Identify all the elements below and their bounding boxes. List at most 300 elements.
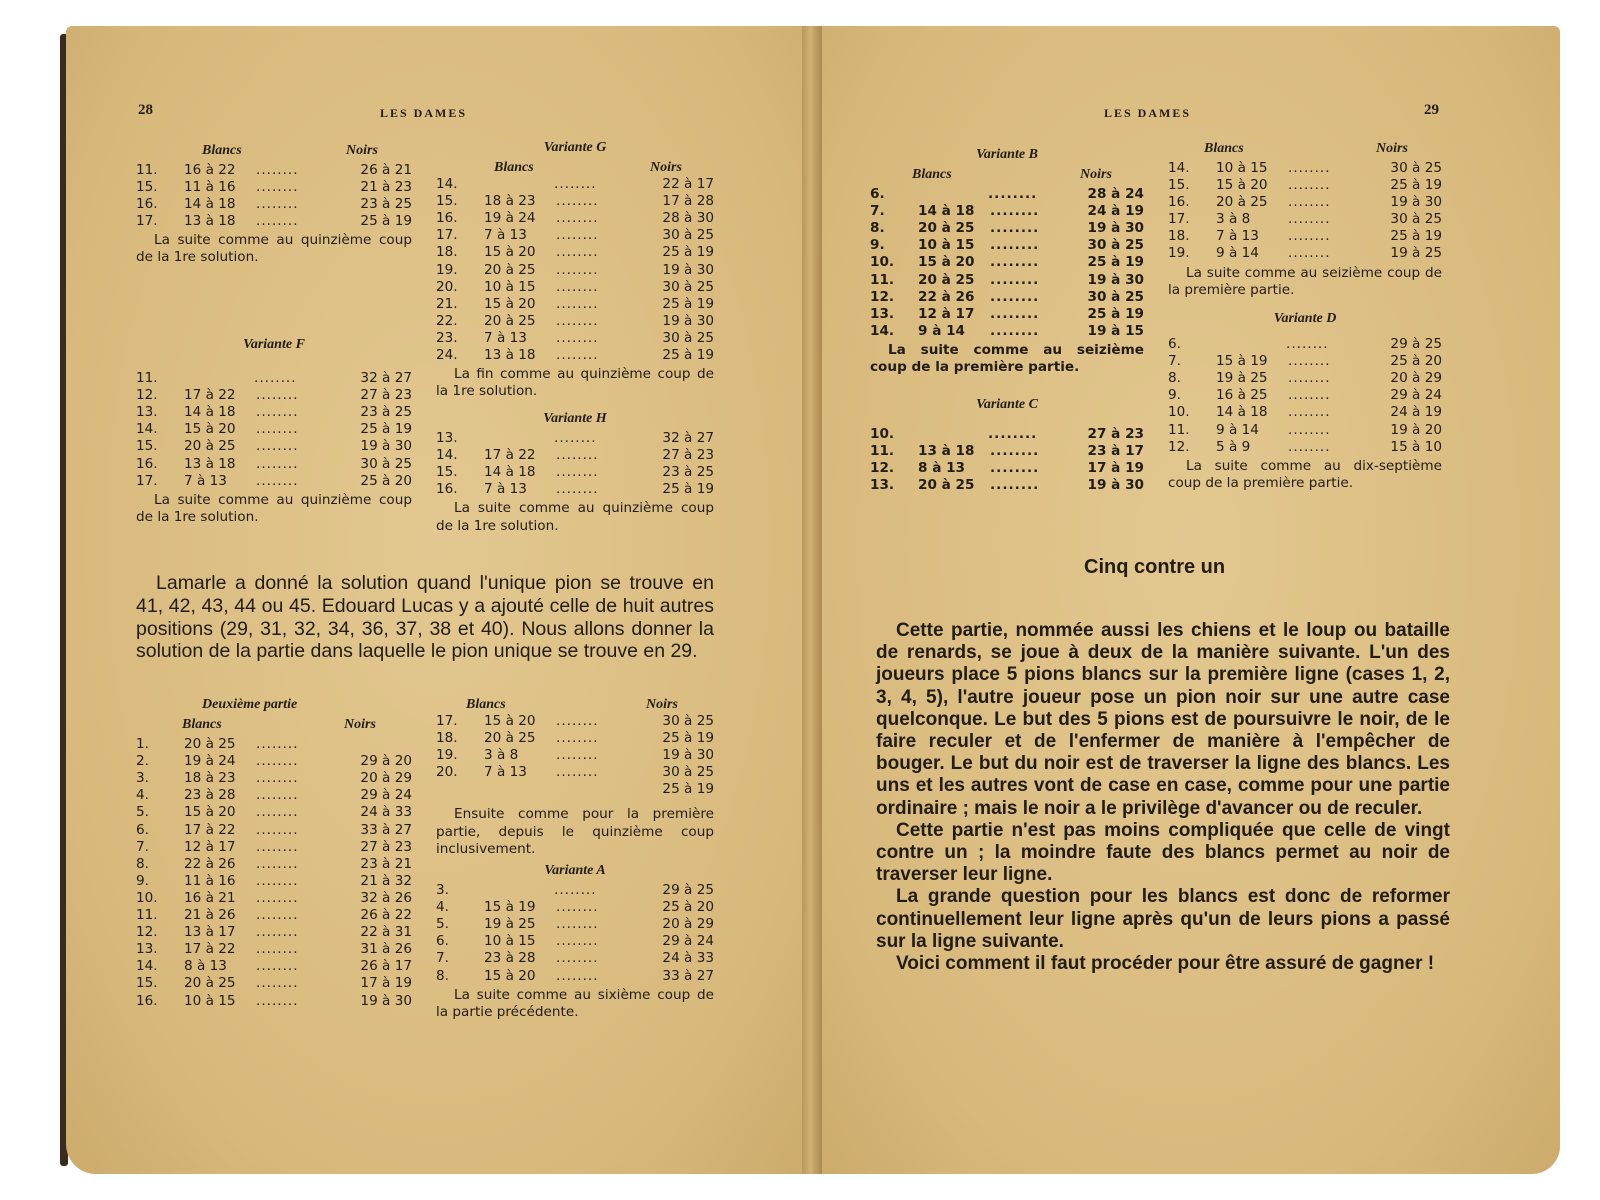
move-row	[136, 890, 412, 907]
right-paragraphs	[876, 620, 1450, 975]
move-row	[136, 421, 412, 438]
white-move: 12 à 17	[184, 838, 236, 855]
move-row	[136, 753, 412, 770]
leader-dots: ........	[556, 227, 599, 244]
move-number: 5.	[136, 804, 149, 821]
white-move: 20 à 25	[484, 730, 536, 747]
leader-dots: ........	[556, 950, 599, 967]
leader-dots: ........	[256, 907, 299, 924]
black-move: 25 à 19	[662, 347, 714, 364]
white-move: 17 à 22	[184, 941, 236, 958]
variante-b	[870, 146, 1144, 376]
move-number: 13.	[136, 404, 158, 421]
move-row	[136, 179, 412, 196]
move-row	[136, 924, 412, 941]
white-move: 15 à 20	[184, 804, 236, 821]
col-header-blancs: Blancs	[466, 697, 506, 712]
black-move: 17 à 19	[360, 975, 412, 992]
move-row	[136, 975, 412, 992]
white-move: 19 à 24	[184, 753, 236, 770]
leader-dots: ........	[256, 387, 299, 404]
variante-title: Variante A	[544, 863, 606, 878]
white-move: 13 à 18	[184, 213, 236, 230]
leader-dots: ........	[990, 203, 1040, 220]
black-move: 19 à 30	[662, 261, 714, 278]
white-move: 19 à 25	[1216, 370, 1268, 387]
white-move: 12 à 17	[918, 305, 975, 322]
black-move: 25 à 19	[360, 213, 412, 230]
move-number: 15.	[1168, 177, 1190, 194]
move-number: 7.	[870, 203, 885, 220]
leader-dots: ........	[256, 889, 299, 906]
move-row	[870, 306, 1144, 323]
white-move: 15 à 20	[484, 713, 536, 729]
black-move: 29 à 24	[1390, 387, 1442, 404]
white-move: 15 à 20	[484, 967, 536, 984]
paragraph-text: Voici comment il faut procéder pour être assuré de gagner !	[896, 953, 1435, 975]
move-list	[436, 430, 714, 498]
white-move: 3 à 8	[484, 747, 519, 764]
move-row	[870, 323, 1144, 340]
paragraph-text: La grande question pour les blancs est donc de reformer continuellement leur ligne après qu'un de leurs pions a passé sur la ligne suivante.	[876, 886, 1450, 952]
move-row	[436, 296, 714, 313]
move-number: 19.	[436, 747, 458, 764]
white-move: 7 à 13	[484, 227, 527, 244]
move-number: 16.	[136, 992, 158, 1009]
move-row	[136, 941, 412, 958]
left-top-table	[136, 142, 412, 267]
move-row	[436, 916, 714, 933]
move-row	[436, 730, 714, 747]
leader-dots: ........	[1288, 211, 1331, 228]
move-row	[1168, 228, 1442, 245]
leader-dots: ........	[554, 882, 597, 899]
leader-dots: ........	[1288, 194, 1331, 211]
black-move: 30 à 25	[1390, 211, 1442, 228]
leader-dots: ........	[256, 924, 299, 941]
black-move: 30 à 25	[1390, 160, 1442, 176]
white-move: 20 à 25	[1216, 194, 1268, 211]
black-move: 25 à 19	[662, 295, 714, 312]
table-note: La suite comme au seizième coup de la première partie.	[1168, 264, 1442, 298]
leader-dots: ........	[256, 992, 299, 1009]
paragraph-text: Lamarle a donné la solution quand l'unique pion se trouve en 41, 42, 43, 44 ou 45. Edouard Lucas y a ajouté celle de huit autres positions (29, 31, 32, 34, 36, 37, 38 et 40). Nous allons donner la solution de la partie dans laquelle le pion unique se trouve en 29.	[136, 572, 714, 663]
black-move: 19 à 30	[662, 312, 714, 329]
leader-dots: ........	[256, 958, 299, 975]
move-row	[870, 426, 1144, 443]
leader-dots: ........	[556, 899, 599, 916]
white-move: 18 à 23	[184, 770, 236, 787]
white-move: 14 à 18	[484, 464, 536, 481]
move-number: 17.	[436, 227, 458, 244]
move-row	[136, 907, 412, 924]
move-row	[1168, 387, 1442, 404]
leader-dots: ........	[556, 278, 599, 295]
leader-dots: ........	[556, 312, 599, 329]
move-list	[1168, 336, 1442, 456]
move-row	[436, 330, 714, 347]
leader-dots: ........	[256, 196, 299, 213]
leader-dots: ........	[256, 855, 299, 872]
white-move: 7 à 13	[484, 329, 527, 346]
white-move: 16 à 21	[184, 889, 236, 906]
black-move: 28 à 24	[1087, 186, 1144, 203]
white-move: 10 à 15	[918, 237, 975, 254]
variante-title: Variante H	[543, 411, 607, 426]
white-move: 7 à 13	[484, 764, 527, 781]
black-move: 29 à 20	[360, 753, 412, 770]
leader-dots: ........	[1286, 336, 1329, 353]
move-row	[136, 196, 412, 213]
black-move: 25 à 20	[1390, 353, 1442, 370]
move-number: 9.	[870, 237, 885, 254]
leader-dots: ........	[1288, 421, 1331, 438]
white-move: 9 à 14	[1216, 421, 1259, 438]
move-number: 23.	[436, 329, 458, 346]
white-move: 13 à 17	[184, 924, 236, 941]
leader-dots: ........	[556, 347, 599, 364]
black-move: 33 à 27	[360, 821, 412, 838]
leader-dots: ........	[1288, 404, 1331, 421]
black-move: 20 à 29	[662, 916, 714, 933]
move-row	[1168, 422, 1442, 439]
white-move: 15 à 20	[918, 254, 975, 271]
move-number: 6.	[136, 821, 149, 838]
white-move: 10 à 15	[184, 992, 236, 1009]
black-move: 17 à 19	[1087, 460, 1144, 477]
move-number: 16.	[436, 210, 458, 227]
white-move: 17 à 22	[184, 387, 236, 404]
leader-dots: ........	[1288, 245, 1331, 262]
move-row	[436, 781, 714, 798]
variante-title: Variante B	[976, 147, 1038, 162]
leader-dots: ........	[556, 261, 599, 278]
variante-g	[436, 139, 714, 400]
white-move: 16 à 25	[1216, 387, 1268, 404]
white-move: 23 à 28	[484, 950, 536, 967]
black-move: 19 à 30	[662, 747, 714, 764]
black-move: 26 à 21	[360, 162, 412, 178]
leader-dots: ........	[990, 477, 1040, 494]
table-note: Ensuite comme pour la première partie, depuis le quinzième coup inclusivement.	[436, 806, 714, 857]
leader-dots: ........	[1288, 353, 1331, 370]
move-number: 12.	[1168, 438, 1190, 455]
black-move: 23 à 21	[360, 855, 412, 872]
page-number-left: 28	[138, 102, 153, 118]
variante-d	[1168, 310, 1442, 492]
leader-dots: ........	[256, 821, 299, 838]
black-move: 30 à 25	[662, 764, 714, 781]
leader-dots: ........	[256, 162, 299, 178]
move-row	[136, 473, 412, 490]
paragraph-text: Cette partie, nommée aussi les chiens et le loup ou bataille de renards, se joue à deux de la manière suivante. L'un des joueurs place 5 pions blancs sur la première ligne (cases 1, 2, 3, 4, 5), l'autre joueur pose un pion noir sur une autre case quelconque. Le but des 5 pions est de poursuivre le noir, de le faire reculer et de l'enfermer de manière à l'empêcher de bouger. Le but du noir est de traverser la ligne des blancs. Les uns et les autres vont de case en case, comme pour une partie ordinaire ; mais le noir a le privilège d'avancer ou de reculer.	[876, 620, 1450, 819]
variante-title: Variante G	[543, 140, 607, 155]
col-header-blancs: Blancs	[202, 143, 242, 158]
black-move: 25 à 19	[1087, 305, 1144, 322]
move-number: 19.	[436, 261, 458, 278]
black-move: 19 à 30	[1087, 271, 1144, 288]
move-number: 18.	[1168, 228, 1190, 245]
page-number-right: 29	[1424, 102, 1439, 118]
move-row	[870, 477, 1144, 494]
move-number: 9.	[1168, 387, 1181, 404]
move-number: 11.	[136, 162, 158, 178]
move-row	[436, 747, 714, 764]
col-header-noirs: Noirs	[344, 717, 376, 733]
move-list	[136, 370, 412, 490]
black-move: 24 à 33	[360, 804, 412, 821]
table-note: La suite comme au quinzième coup de la 1re solution.	[136, 232, 412, 266]
black-move: 19 à 30	[360, 992, 412, 1009]
leader-dots: ........	[1288, 228, 1331, 245]
white-move: 10 à 15	[484, 278, 536, 295]
black-move: 29 à 24	[360, 787, 412, 804]
black-move: 23 à 25	[360, 196, 412, 213]
move-row	[436, 279, 714, 296]
move-number: 21.	[436, 295, 458, 312]
move-number: 11.	[870, 271, 895, 288]
white-move: 20 à 25	[184, 736, 236, 753]
black-move: 24 à 19	[1390, 404, 1442, 421]
move-number: 14.	[136, 958, 158, 975]
leader-dots: ........	[556, 730, 599, 747]
white-move: 20 à 25	[918, 220, 975, 237]
white-move: 20 à 25	[184, 975, 236, 992]
move-number: 10.	[870, 254, 895, 271]
black-move: 20 à 29	[1390, 370, 1442, 387]
move-row	[1168, 160, 1442, 177]
move-number: 11.	[136, 907, 158, 924]
leader-dots: ........	[256, 753, 299, 770]
table-note: La suite comme au seizième coup de la première partie.	[870, 341, 1144, 376]
move-row	[870, 203, 1144, 220]
white-move: 14 à 18	[184, 196, 236, 213]
move-number: 7.	[1168, 353, 1181, 370]
move-number: 6.	[870, 186, 885, 203]
black-move: 17 à 28	[662, 193, 714, 210]
move-number: 7.	[436, 950, 449, 967]
move-number: 15.	[436, 464, 458, 481]
white-move: 16 à 22	[184, 162, 236, 178]
leader-dots: ........	[256, 179, 299, 196]
move-number: 14.	[870, 322, 895, 339]
black-move: 19 à 30	[1390, 194, 1442, 211]
move-row	[136, 993, 412, 1010]
leader-dots: ........	[1288, 387, 1331, 404]
leader-dots: ........	[256, 838, 299, 855]
move-number: 16.	[136, 196, 158, 213]
black-move: 19 à 15	[1087, 322, 1144, 339]
move-number: 20.	[436, 278, 458, 295]
black-move: 30 à 25	[662, 227, 714, 244]
col-header-blancs: Blancs	[494, 160, 534, 176]
move-list	[136, 162, 412, 230]
leader-dots: ........	[556, 481, 599, 498]
move-number: 14.	[436, 447, 458, 464]
leader-dots: ........	[256, 421, 299, 438]
move-number: 8.	[870, 220, 885, 237]
move-number: 16.	[436, 481, 458, 498]
leader-dots: ........	[1288, 177, 1331, 194]
white-move: 17 à 22	[184, 821, 236, 838]
black-move: 24 à 19	[1087, 203, 1144, 220]
white-move: 13 à 18	[184, 455, 236, 472]
move-row	[436, 244, 714, 261]
black-move: 24 à 33	[662, 950, 714, 967]
white-move: 5 à 9	[1216, 438, 1251, 455]
move-row	[136, 958, 412, 975]
white-move: 20 à 25	[484, 261, 536, 278]
black-move: 19 à 30	[1087, 477, 1144, 494]
move-row	[436, 430, 714, 447]
white-move: 14 à 18	[918, 203, 975, 220]
running-header-right: LES DAMES	[1104, 106, 1192, 120]
col-header-noirs: Noirs	[650, 160, 682, 176]
move-row	[870, 186, 1144, 203]
move-row	[870, 272, 1144, 289]
black-move: 25 à 19	[1087, 254, 1144, 271]
move-list	[870, 186, 1144, 340]
leader-dots: ........	[1288, 160, 1331, 176]
move-number: 13.	[136, 941, 158, 958]
leader-dots: ........	[990, 322, 1040, 339]
black-move: 19 à 25	[1390, 245, 1442, 262]
white-move: 20 à 25	[484, 312, 536, 329]
black-move: 30 à 25	[662, 278, 714, 295]
white-move: 7 à 13	[1216, 228, 1259, 245]
white-move: 9 à 14	[918, 322, 966, 339]
move-number: 12.	[136, 387, 158, 404]
table-note: La suite comme au quinzième coup de la 1re solution.	[136, 491, 412, 525]
leader-dots: ........	[990, 288, 1040, 305]
col-header-noirs: Noirs	[1080, 167, 1112, 183]
move-number: 11.	[1168, 421, 1190, 438]
black-move: 30 à 25	[662, 713, 714, 729]
move-row	[436, 347, 714, 364]
col-header-blancs: Blancs	[912, 167, 952, 183]
move-number: 9.	[136, 872, 149, 889]
white-move: 15 à 20	[484, 244, 536, 261]
move-row	[1168, 211, 1442, 228]
white-move: 9 à 14	[1216, 245, 1259, 262]
black-move: 25 à 19	[662, 244, 714, 261]
white-move: 13 à 18	[484, 347, 536, 364]
move-row	[436, 968, 714, 985]
move-number: 3.	[136, 770, 149, 787]
move-number: 15.	[136, 438, 158, 455]
black-move: 28 à 30	[662, 210, 714, 227]
leader-dots: ........	[256, 736, 299, 753]
white-move: 15 à 19	[1216, 353, 1268, 370]
move-row	[1168, 336, 1442, 353]
deuxieme-partie	[136, 696, 412, 1010]
move-row	[436, 933, 714, 950]
move-row	[436, 464, 714, 481]
black-move: 30 à 25	[662, 329, 714, 346]
move-number: 12.	[870, 460, 895, 477]
black-move: 30 à 25	[1087, 288, 1144, 305]
right-col2-table	[1168, 140, 1442, 299]
move-row	[436, 764, 714, 781]
move-list	[436, 882, 714, 985]
move-row	[136, 787, 412, 804]
move-row	[136, 736, 412, 753]
black-move: 26 à 22	[360, 907, 412, 924]
move-row	[870, 460, 1144, 477]
move-number: 5.	[436, 916, 449, 933]
move-row	[1168, 177, 1442, 194]
white-move: 14 à 18	[184, 404, 236, 421]
black-move: 25 à 19	[662, 781, 714, 798]
black-move: 21 à 32	[360, 872, 412, 889]
black-move: 32 à 27	[662, 430, 714, 447]
move-row	[136, 839, 412, 856]
move-number: 6.	[436, 933, 449, 950]
move-number: 10.	[136, 889, 158, 906]
paragraph-text: Cette partie n'est pas moins compliquée que celle de vingt contre un ; la moindre faute des blancs permet au noir de traverser leur ligne.	[876, 819, 1450, 886]
black-move: 32 à 26	[360, 889, 412, 906]
black-move: 23 à 17	[1087, 443, 1144, 460]
move-list	[870, 426, 1144, 494]
black-move: 25 à 20	[360, 472, 412, 489]
leader-dots: ........	[556, 916, 599, 933]
leader-dots: ........	[256, 472, 299, 489]
col-header-blancs: Blancs	[182, 717, 222, 733]
col-header-noirs: Noirs	[646, 697, 678, 712]
move-row	[436, 210, 714, 227]
black-move: 27 à 23	[360, 387, 412, 404]
variante-a	[436, 862, 714, 1021]
col-header-noirs: Noirs	[1376, 141, 1408, 156]
move-row	[436, 227, 714, 244]
move-row	[436, 950, 714, 967]
leader-dots: ........	[256, 455, 299, 472]
leader-dots: ........	[556, 967, 599, 984]
move-number: 6.	[1168, 336, 1181, 353]
move-row	[136, 404, 412, 421]
move-number: 18.	[436, 730, 458, 747]
white-move: 11 à 16	[184, 179, 236, 196]
black-move: 27 à 23	[1087, 426, 1144, 443]
move-number: 22.	[436, 312, 458, 329]
black-move: 25 à 19	[1390, 228, 1442, 245]
move-number: 17.	[1168, 211, 1190, 228]
white-move: 20 à 25	[918, 477, 975, 494]
move-number: 17.	[436, 713, 458, 729]
move-number: 16.	[1168, 194, 1190, 211]
leader-dots: ........	[990, 305, 1040, 322]
move-row	[1168, 194, 1442, 211]
move-list	[1168, 160, 1442, 263]
variante-title: Variante C	[976, 397, 1038, 412]
move-row	[436, 176, 714, 193]
move-list	[436, 713, 714, 798]
leader-dots: ........	[556, 210, 599, 227]
move-row	[136, 456, 412, 473]
move-number: 11.	[136, 370, 158, 387]
move-row	[136, 856, 412, 873]
move-number: 16.	[136, 455, 158, 472]
white-move: 18 à 23	[484, 193, 536, 210]
move-number: 13.	[436, 430, 458, 447]
move-number: 15.	[436, 193, 458, 210]
black-move: 29 à 24	[662, 933, 714, 950]
move-row	[1168, 353, 1442, 370]
col-header-noirs: Noirs	[346, 143, 378, 158]
white-move: 10 à 15	[1216, 160, 1268, 176]
move-row	[136, 370, 412, 387]
black-move: 22 à 31	[360, 924, 412, 941]
